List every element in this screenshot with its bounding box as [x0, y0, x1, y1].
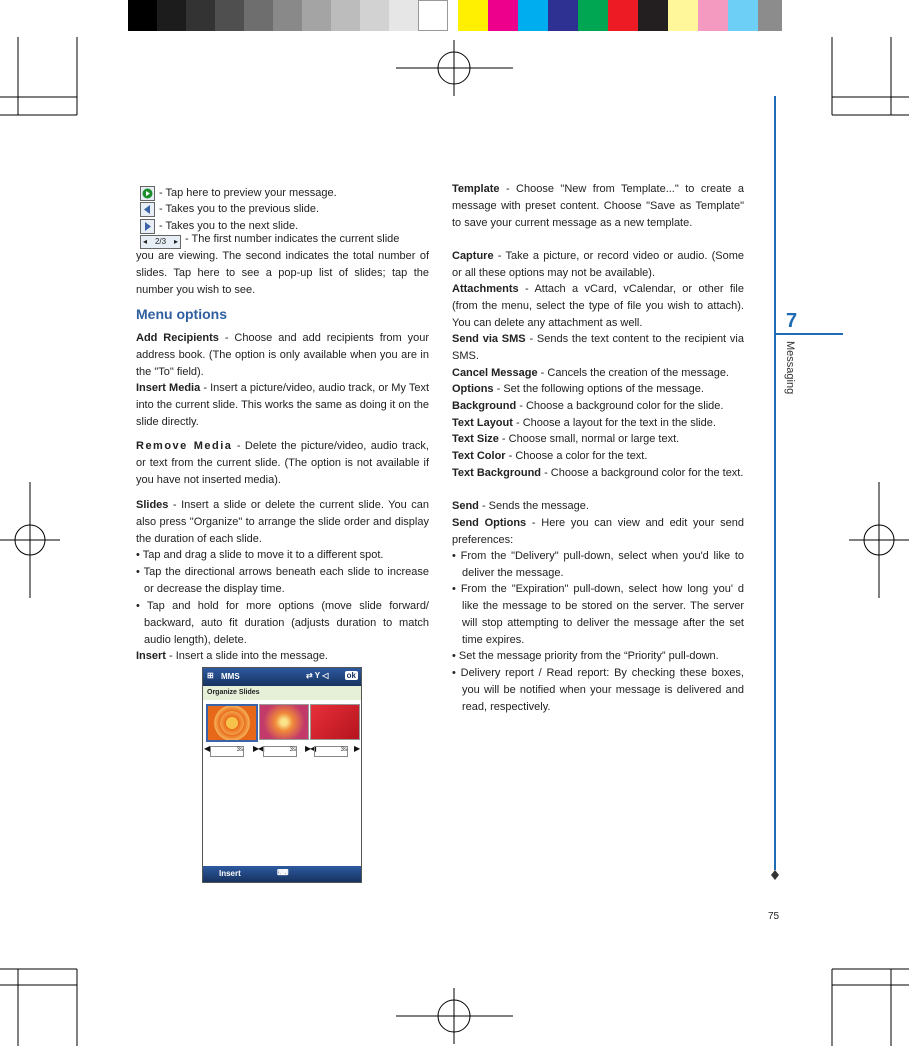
counter-right-arrow-icon: ▸	[173, 237, 178, 246]
send-options-bullet: • Set the message priority from the “Priority” pull-down.	[452, 650, 719, 662]
slide-counter-desc-first: - The first number indicates the current slide	[185, 233, 400, 245]
term: Template	[452, 183, 500, 195]
slide-thumbnail[interactable]	[259, 704, 309, 740]
term: Text Size	[452, 433, 499, 445]
desc: - Insert a slide into the message.	[165, 650, 328, 662]
send-options-item	[452, 515, 744, 549]
desc: - Set the following options of the message.	[493, 383, 704, 395]
desc: - Choose a color for the text.	[505, 450, 648, 462]
increase-arrow-icon[interactable]: ▶	[354, 744, 361, 753]
duration-field[interactable]: 3s	[263, 746, 297, 757]
status-icons: ⇄ Y ◁	[306, 671, 329, 680]
add-recipients-item	[136, 330, 429, 381]
preview-icon	[140, 186, 155, 201]
term: Cancel Message	[452, 367, 538, 379]
decrease-arrow-icon[interactable]: ◀	[204, 744, 211, 753]
text-size-item	[452, 431, 744, 448]
duration-field[interactable]: 3s	[314, 746, 348, 757]
term: Text Layout	[452, 417, 513, 429]
increase-arrow-icon[interactable]: ▶	[305, 744, 312, 753]
send-options-bullet: • From the "Expiration" pull-down, select how long you' d like the message to be stored on the server. The server will stop attempting to deliver the message after the set time expires.	[452, 583, 744, 646]
term: Send via SMS	[452, 333, 526, 345]
slide-thumbnail[interactable]	[206, 704, 258, 742]
slides-bullet: • Tap the directional arrows beneath each slide to increase or decrease the display time.	[136, 566, 429, 595]
softkey-bar	[203, 866, 361, 882]
previous-slide-icon	[140, 202, 155, 217]
desc: - Choose a layout for the text in the slide.	[512, 417, 716, 429]
slide-thumbnail[interactable]	[310, 704, 360, 740]
text-color-item	[452, 448, 744, 465]
desc: - Cancels the creation of the message.	[537, 367, 729, 379]
insert-softkey[interactable]: Insert	[219, 869, 241, 878]
term: Send	[452, 500, 479, 512]
slide-counter-icon	[140, 235, 181, 249]
desc: - Delete the picture/video, audio track, or text from the current slide. (The option is not available if you have not inserted media).	[136, 440, 429, 486]
desc: - Sends the message.	[478, 500, 589, 512]
decrease-arrow-icon[interactable]: ◀	[310, 744, 317, 753]
previous-desc: - Takes you to the previous slide.	[159, 203, 319, 215]
term: Send Options	[452, 517, 527, 529]
desc: - Choose a background color for the slide.	[516, 400, 724, 412]
text-layout-item	[452, 415, 744, 432]
term: Slides	[136, 499, 169, 511]
desc: - Here you can view and edit your send preferences:	[452, 517, 745, 546]
title-bar	[203, 668, 361, 686]
slide-counter-desc-rest: you are viewing. The second indicates the total number of slides. Tap here to see a pop-up list of slides; tap the number you wish to see.	[136, 250, 429, 296]
send-item	[452, 498, 744, 515]
desc: - Insert a picture/video, audio track, or My Text into the current slide. This works the same as doing it on the slide directly.	[136, 382, 430, 428]
desc: - Choose small, normal or large text.	[498, 433, 680, 445]
attachments-item	[452, 281, 744, 332]
page-number: 75	[768, 911, 780, 922]
windows-flag-icon: ⊞	[207, 671, 214, 680]
decrease-arrow-icon[interactable]: ◀	[258, 744, 265, 753]
options-item	[452, 381, 744, 398]
send-via-sms-item	[452, 331, 744, 365]
desc: - Attach a vCard, vCalendar, or other file (from the menu, select the type of file you wish to attach). You can delete any attachment as well.	[452, 283, 744, 329]
duration-field[interactable]: 3s	[210, 746, 244, 757]
section-title: Organize Slides	[203, 686, 361, 700]
term: Text Color	[452, 450, 506, 462]
template-item	[452, 181, 744, 232]
desc: - Insert a slide or delete the current slide. You can also press "Organize" to arrange the slide order and display the duration of each slide.	[136, 499, 429, 545]
term: Options	[452, 383, 494, 395]
cancel-message-item	[452, 365, 744, 382]
background-item	[452, 398, 744, 415]
ok-button[interactable]: ok	[346, 671, 356, 680]
organize-slides-screenshot	[202, 667, 362, 883]
term: Background	[452, 400, 517, 412]
app-title: MMS	[221, 672, 240, 681]
next-slide-icon	[140, 219, 155, 234]
chapter-number: 7	[786, 310, 798, 332]
insert-item	[136, 648, 429, 665]
term: Remove Media	[136, 440, 233, 452]
term: Text Background	[452, 467, 542, 479]
desc: - Choose and add recipients from your address book. (The option is only available when you are in the "To" field).	[136, 332, 429, 378]
term: Attachments	[452, 283, 519, 295]
term: Capture	[452, 250, 494, 262]
remove-media-item	[136, 438, 429, 489]
desc: - Choose a background color for the text.	[541, 467, 744, 479]
term: Add Recipients	[136, 332, 219, 344]
send-options-bullet: • Delivery report / Read report: By checking these boxes, you will be notified when your message is delivered and read, respectively.	[452, 667, 744, 713]
increase-arrow-icon[interactable]: ▶	[253, 744, 260, 753]
menu-options-heading: Menu options	[136, 306, 227, 322]
term: Insert	[136, 650, 166, 662]
send-options-bullet: • From the "Delivery" pull-down, select when you'd like to deliver the message.	[452, 550, 744, 579]
insert-media-item	[136, 380, 429, 431]
term: Insert Media	[136, 382, 201, 394]
chapter-title: Messaging	[784, 341, 796, 395]
slides-item	[136, 497, 429, 548]
desc: - Take a picture, or record video or audio. (Some or all these options may not be available).	[452, 250, 744, 279]
preview-desc: - Tap here to preview your message.	[159, 187, 337, 199]
next-desc: - Takes you to the next slide.	[159, 220, 299, 232]
desc: - Sends the text content to the recipient via SMS.	[452, 333, 744, 362]
desc: - Choose "New from Template..." to create a message with preset content. Choose "Save as Template" to save your current message as a new template.	[452, 183, 744, 229]
counter-left-arrow-icon: ◂	[143, 237, 148, 246]
slide-counter-label: 2/3	[154, 237, 167, 246]
text-background-item	[452, 465, 744, 482]
capture-item	[452, 248, 744, 282]
slides-bullet: • Tap and hold for more options (move slide forward/ backward, auto fit duration (adjusts duration to match audio length), delete.	[136, 600, 429, 646]
keyboard-icon[interactable]: ⌨	[277, 868, 289, 877]
slides-bullet: • Tap and drag a slide to move it to a different spot.	[136, 549, 384, 561]
